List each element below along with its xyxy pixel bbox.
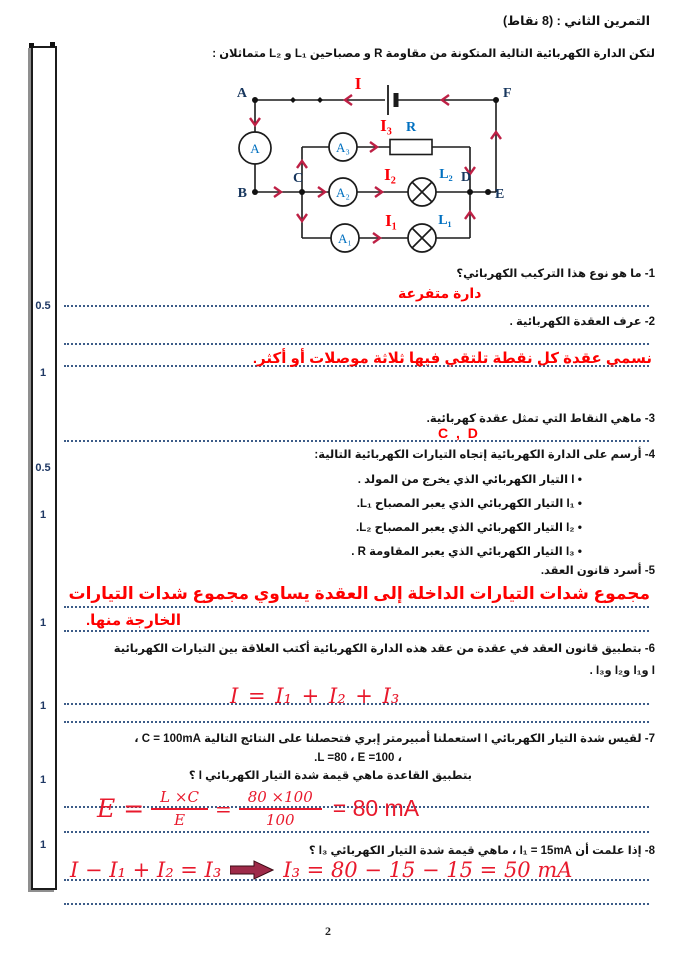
question-1: 1- ما هو نوع هذا التركيب الكهربائي؟ [456,268,655,280]
question-6-line1: 6- بتطبيق قانون العقد في عقدة من عقد هذه الدارة الكهربائية أكتب العلاقة بين التيارات الكهربائية [113,643,655,655]
implies-arrow-icon [230,860,274,880]
question-2: 2- عرف العقدة الكهربائية . [509,316,655,328]
ammeter-a3-label: A₃ [336,140,350,155]
formula-fraction [239,788,322,830]
mark-value: 0.5 [35,462,51,474]
node-label-e: E [495,187,505,202]
mark-value: 1 [39,617,47,629]
fraction-denominator: E [174,810,186,829]
node-label-d: D [460,170,472,185]
question-7-line2: ، L =80 ، E =100. [314,752,402,764]
node-label-f: F [503,86,512,101]
list-item: • I₁ التيار الكهربائي الذي يعبر المصباح L₁. [351,496,582,510]
list-item: • I التيار الكهربائي الذي يخرج من المولد . [351,472,582,486]
node-label-b: B [237,186,247,201]
fraction-numerator: L ×C [151,788,208,810]
circuit-wires [255,100,496,238]
mark-value: 0.5 [35,300,51,312]
wire-tick [317,97,323,103]
answer-2: نسمي عقدة كل نقطة تلتقي فيها ثلاثة موصلات أو أكثر. [252,350,652,367]
node-dot [299,189,305,195]
answer-5-line2: الخارجة منها. [86,612,182,629]
dotted-answer-line [64,440,649,442]
equals-sign: = [214,796,232,821]
page-number: 2 [325,924,331,938]
dotted-answer-line [64,721,649,723]
exercise-title: التمرين الثاني : (8 نقاط) [502,14,650,28]
dotted-answer-line [64,305,649,307]
node-label-c: C [292,171,304,186]
current-label-i1: I₁ [385,211,397,230]
answer-6-formula: I = I₁ + I₂ + I₃ [230,684,400,708]
node-dot [485,189,491,195]
fraction-denominator: 100 [265,810,295,829]
fraction-numerator: 80 ×100 [239,788,322,810]
lamp-l2-label: L₂ [439,167,453,182]
ammeter-a1-label: A₁ [338,231,352,246]
mark-value: 1 [39,839,47,851]
dotted-answer-line [64,606,649,608]
formula-lhs: E = [97,794,145,824]
lamp-l1-label: L₁ [438,213,452,228]
dotted-answer-line [64,831,649,833]
answer-5-line1: مجموع شدات التيارات الداخلة إلى العقدة يساوي مجموع شدات التيارات [68,584,650,603]
formula-right: I₃ = 80 − 15 − 15 = 50 mA [283,858,573,882]
node-dot [493,97,499,103]
shape-handle [50,42,55,47]
question-3: 3- ماهي النقاط التي تمثل عقدة كهربائية. [426,413,655,425]
answer-1: دارة متفرعة [398,285,482,301]
mark-value: 1 [39,700,47,712]
question-8: 8- إذا علمت أن I₁ = 15mA ، ماهي قيمة شدة التيار الكهربائي I₃ ؟ [308,845,655,857]
mark-value: 1 [39,509,47,521]
answer-7-formula [97,788,419,830]
wire-tick [290,97,296,103]
mark-value: 1 [39,367,47,379]
dotted-answer-line [64,630,649,632]
question-4: 4- أرسم على الدارة الكهربائية إتجاه التيارات الكهربائية التالية: [314,449,655,461]
current-label-i: I [354,74,362,93]
exercise-intro: لتكن الدارة الكهربائية التالية المتكونة من مقاومة R و مصباحين L₁ و L₂ متماثلان : [212,48,655,60]
question-7-line1: 7- لقيس شدة التيار الكهربائي I استعملنا أمبيرمتر إبري فتحصلنا على النتائج التالية C = 100mA ، [134,733,655,745]
current-label-i2: I₂ [384,165,396,184]
question-7-line3: بتطبيق القاعدة ماهي قيمة شدة التيار الكهربائي I ؟ [188,770,472,782]
resistor-icon [390,140,432,155]
current-label-i3: I₃ [380,116,392,135]
node-dot [252,189,258,195]
dotted-answer-line [64,343,649,345]
node-dot [252,97,258,103]
question-6-line2: I وI₁ وI₂ وI₃ . [589,665,655,677]
list-item: • I₃ التيار الكهربائي الذي يعبر المقاومة R . [351,544,582,558]
node-label-a: A [236,86,247,101]
answer-8-formula [70,858,572,882]
formula-result: = 80 mA [332,795,420,822]
resistor-label: R [405,120,417,135]
ammeter-main-label: A [250,141,260,156]
current-arrows [250,95,501,243]
answer-3: C , D [438,425,480,441]
shape-handle [29,43,34,48]
formula-fraction [151,788,208,830]
formula-left: I − I₁ + I₂ = I₃ [70,858,222,882]
ammeter-a2-label: A₂ [336,185,350,200]
list-item: • I₂ التيار الكهربائي الذي يعبر المصباح L₂. [351,520,582,534]
circuit-diagram [225,68,515,273]
mark-value: 1 [39,774,47,786]
question-5: 5- أسرد قانون العقد. [540,565,655,577]
dotted-answer-line [64,903,649,905]
question-4-list [351,472,582,568]
node-dot [467,189,473,195]
